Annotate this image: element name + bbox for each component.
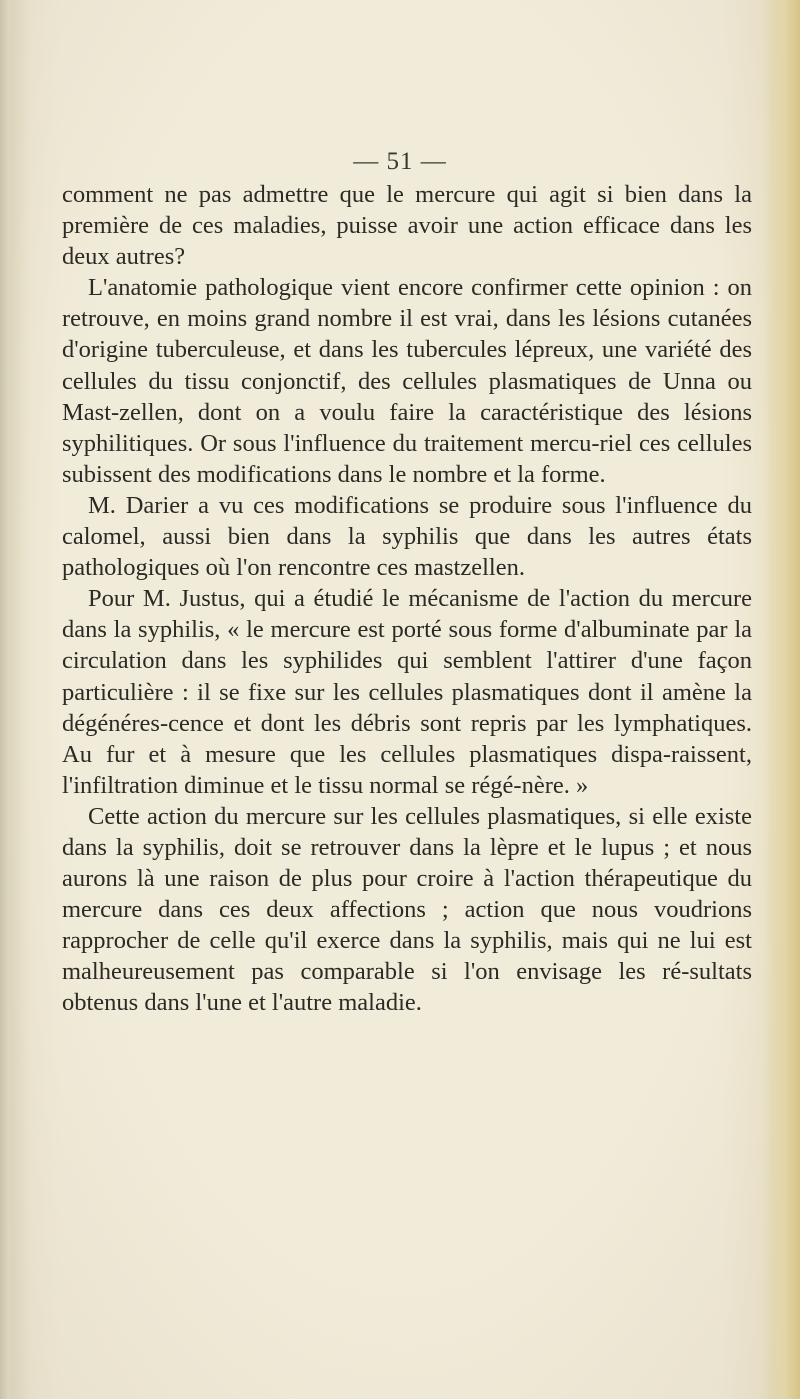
page-left-edge — [0, 0, 14, 1399]
paragraph-darier: M. Darier a vu ces modifications se produire sous l'influence du calomel, aussi bien dans la syphilis que dans les autres états pathologiques où l'on rencontre ces mastzellen. — [62, 491, 752, 582]
paragraph-continuation: comment ne pas admettre que le mercure qui agit si bien dans la première de ces maladies, puisse avoir une action efficace dans les deux autres? — [62, 181, 752, 271]
body-text — [62, 179, 752, 1019]
paragraph-conclusion: Cette action du mercure sur les cellules plasmatiques, si elle existe dans la syphilis, doit se retrouver dans la lèpre et le lupus ; et nous aurons là une raison de plus pour croire à l'action thérapeutique du mercure dans ces deux affections ; action que nous voudrions rapprocher de celle qu'il exerce dans la syphilis, mais qui ne lui est malheureusement pas comparable si l'on envisage les ré-sultats obtenus dans l'une et l'autre maladie. — [62, 802, 752, 1017]
paragraph-anatomie: L'anatomie pathologique vient encore confirmer cette opinion : on retrouve, en moins grand nombre il est vrai, dans les lésions cutanées d'origine tuberculeuse, et dans les tubercules lépreux, une variété des cellules du tissu conjonctif, des cellules plasmatiques de Unna ou Mast-zellen, dont on a voulu faire la caractéristique des lésions syphilitiques. Or sous l'influence du traitement mercu-riel ces cellules subissent des modifications dans le nombre et la forme. — [62, 274, 752, 488]
page-right-edge — [766, 0, 800, 1399]
page-number: — 51 — — [353, 148, 447, 175]
paragraph-justus-quote: Pour M. Justus, qui a étudié le mécanisme de l'action du mercure dans la syphilis, « le mercure est porté sous forme d'albuminate par la circulation dans les syphilides qui semblent l'attirer d'une façon particulière : il se fixe sur les cellules plasmatiques dont il amène la dégénéres-cence et dont les débris sont repris par les lymphatiques. Au fur et à mesure que les cellules plasmatiques dispa-raissent, l'infiltration diminue et le tissu normal se régé-nère. » — [62, 585, 752, 799]
